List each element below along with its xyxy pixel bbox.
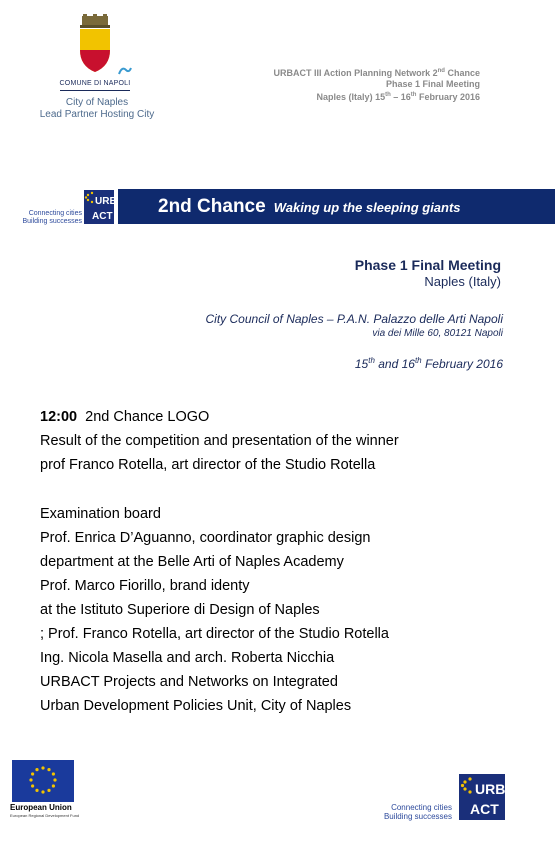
banner-tagline: Connecting cities Building successes [22, 210, 82, 225]
meeting-place: Naples (Italy) [424, 274, 501, 289]
svg-text:ACT: ACT [92, 211, 113, 222]
svg-text:URB: URB [95, 196, 117, 207]
agenda-line: Result of the competition and presentation of the winner [40, 433, 399, 449]
board-line: Urban Development Policies Unit, City of Naples [40, 698, 352, 714]
banner-title: 2nd Chance Waking up the sleeping giants [158, 196, 461, 217]
header-line3: Naples (Italy) 15th – 16th February 2016 [316, 92, 480, 102]
meeting-dates: 15th and 16th February 2016 [354, 356, 503, 371]
header-line2: Phase 1 Final Meeting [385, 79, 480, 89]
footer-tagline: Connecting cities Building successes [383, 803, 452, 821]
meeting-venue: City Council of Naples – P.A.N. Palazzo delle Arti Napoli [205, 312, 503, 326]
banner-subtitle: Waking up the sleeping giants [273, 200, 461, 215]
eu-sub-label: European Regional Development Fund [10, 813, 80, 818]
naples-crest-icon [75, 14, 115, 76]
agenda-item-title: 12:00 2nd Chance LOGO [40, 409, 210, 425]
comune-underline [60, 90, 130, 91]
urbact-footer-logo [459, 774, 505, 820]
board-line: department at the Belle Arti of Naples Academy [40, 554, 344, 570]
svg-text:ACT: ACT [470, 801, 499, 817]
svg-text:URB: URB [475, 781, 506, 797]
wave-icon [118, 64, 132, 78]
city-name-line2: Lead Partner Hosting City [39, 109, 155, 120]
board-line: URBACT Projects and Networks on Integrated [40, 674, 338, 690]
board-line: Prof. Enrica D’Aguanno, coordinator graphic design [40, 530, 371, 546]
urbact-logo [84, 190, 117, 224]
header-line1: URBACT III Action Planning Network 2nd Chance [273, 68, 480, 78]
document-header [250, 66, 480, 103]
city-name-line1: City of Naples [65, 97, 129, 108]
agenda-time: 12:00 [40, 409, 78, 425]
eu-flag-icon [12, 760, 74, 802]
comune-label: COMUNE DI NAPOLI [59, 80, 131, 87]
agenda-line: prof Franco Rotella, art director of the Studio Rotella [40, 457, 376, 473]
board-line: ; Prof. Franco Rotella, art director of the Studio Rotella [40, 626, 389, 642]
board-line: Ing. Nicola Masella and arch. Roberta Nicchia [40, 650, 335, 666]
board-title: Examination board [40, 506, 161, 522]
eu-label: European Union [10, 803, 72, 812]
city-name [32, 97, 162, 121]
meeting-address: via dei Mille 60, 80121 Napoli [372, 328, 503, 339]
board-line: Prof. Marco Fiorillo, brand identy [40, 578, 250, 594]
meeting-title: Phase 1 Final Meeting [354, 257, 501, 273]
board-line: at the Istituto Superiore di Design of Naples [40, 602, 320, 618]
